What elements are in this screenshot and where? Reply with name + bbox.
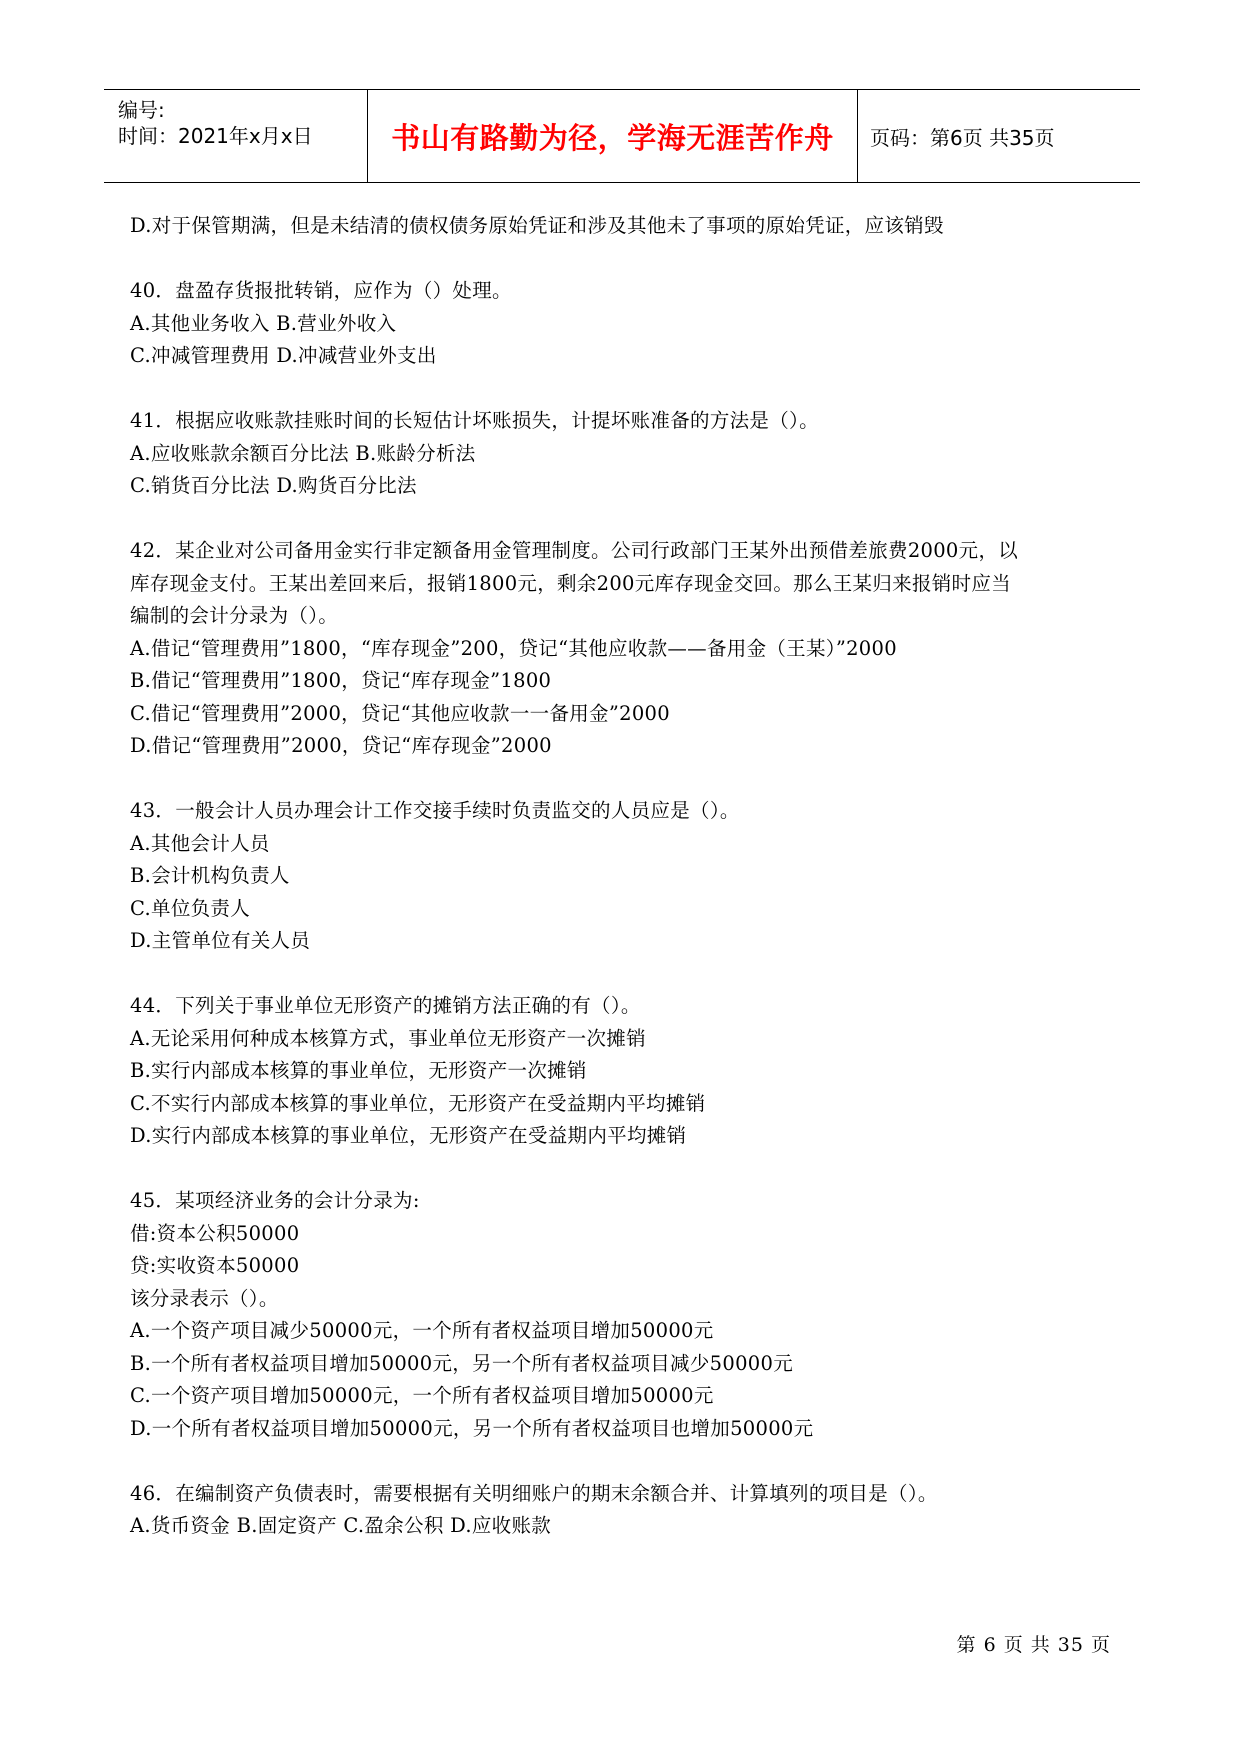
q41-question: 41．根据应收账款挂账时间的长短估计坏账损失，计提坏账准备的方法是（）。 — [130, 409, 819, 432]
q45-entry-credit: 贷:实收资本50000 — [130, 1254, 300, 1277]
q41-option-line: A.应收账款余额百分比法 B.账龄分析法 — [130, 441, 476, 465]
q39-option-d: D.对于保管期满，但是未结清的债权债务原始凭证和涉及其他未了事项的原始凭证，应该销毁 — [130, 214, 944, 237]
q43-option-c: C.单位负责人 — [130, 896, 251, 920]
header-motto-cell — [368, 90, 858, 182]
page-footer: 第 6 页 共 35 页 — [956, 1634, 1111, 1656]
q45-prompt: 该分录表示（）。 — [130, 1286, 279, 1310]
q42-option-a: A.借记“管理费用”1800，“库存现金”200，贷记“其他应收款——备用金（王某）”2000 — [130, 636, 897, 660]
q44-question: 44．下列关于事业单位无形资产的摊销方法正确的有（）。 — [130, 994, 641, 1017]
page-info: 页码：第6页 共35页 — [870, 125, 1055, 150]
q42-option-c: C.借记“管理费用”2000，贷记“其他应收款一一备用金”2000 — [130, 701, 670, 725]
q42-option-d: D.借记“管理费用”2000，贷记“库存现金”2000 — [130, 734, 552, 757]
q46-option-line: A.货币资金 B.固定资产 C.盈余公积 D.应收账款 — [130, 1514, 552, 1537]
q44-option-b: B.实行内部成本核算的事业单位，无形资产一次摊销 — [130, 1059, 587, 1082]
q43-option-d: D.主管单位有关人员 — [130, 929, 311, 952]
q40-option-line: C.冲减管理费用 D.冲减营业外支出 — [130, 344, 437, 367]
page-header — [104, 89, 1140, 183]
header-page-cell — [858, 90, 1140, 182]
q43-question: 43．一般会计人员办理会计工作交接手续时负责监交的人员应是（）。 — [130, 799, 740, 822]
q41-option-line: C.销货百分比法 D.购货百分比法 — [130, 474, 417, 497]
number-label: 编号: — [118, 98, 165, 122]
time-label: 时间：2021年x月x日 — [118, 124, 313, 148]
q44-option-d: D.实行内部成本核算的事业单位，无形资产在受益期内平均摊销 — [130, 1124, 687, 1147]
document-body — [130, 210, 1120, 1543]
q43-option-a: A.其他会计人员 — [130, 831, 270, 855]
q40-question: 40．盘盈存货报批转销，应作为（）处理。 — [130, 279, 512, 302]
q46-question: 46．在编制资产负债表时，需要根据有关明细账户的期末余额合并、计算填列的项目是（）。 — [130, 1481, 938, 1505]
q45-option-c: C.一个资产项目增加50000元，一个所有者权益项目增加50000元 — [130, 1384, 714, 1407]
q44-option-a: A.无论采用何种成本核算方式，事业单位无形资产一次摊销 — [130, 1026, 646, 1050]
q40-option-line: A.其他业务收入 B.营业外收入 — [130, 311, 397, 335]
q43-option-b: B.会计机构负责人 — [130, 864, 290, 887]
q45-option-b: B.一个所有者权益项目增加50000元，另一个所有者权益项目减少50000元 — [130, 1351, 793, 1375]
q45-option-a: A.一个资产项目减少50000元，一个所有者权益项目增加50000元 — [130, 1319, 714, 1342]
q42-question-line: 42．某企业对公司备用金实行非定额备用金管理制度。公司行政部门王某外出预借差旅费2000元，以 — [130, 539, 1019, 562]
q45-option-d: D.一个所有者权益项目增加50000元，另一个所有者权益项目也增加50000元 — [130, 1416, 814, 1440]
q44-option-c: C.不实行内部成本核算的事业单位，无形资产在受益期内平均摊销 — [130, 1091, 706, 1115]
q45-question: 45．某项经济业务的会计分录为: — [130, 1189, 420, 1212]
motto-text: 书山有路勤为径，学海无涯苦作舟 — [391, 120, 834, 155]
q42-option-b: B.借记“管理费用”1800，贷记“库存现金”1800 — [130, 669, 552, 692]
header-meta-cell — [104, 90, 368, 182]
q45-entry-debit: 借:资本公积50000 — [130, 1221, 300, 1245]
q42-question-line: 库存现金支付。王某出差回来后，报销1800元，剩余200元库存现金交回。那么王某归来报销时应当 — [130, 571, 1011, 595]
q42-question-line: 编制的会计分录为（）。 — [130, 604, 339, 627]
